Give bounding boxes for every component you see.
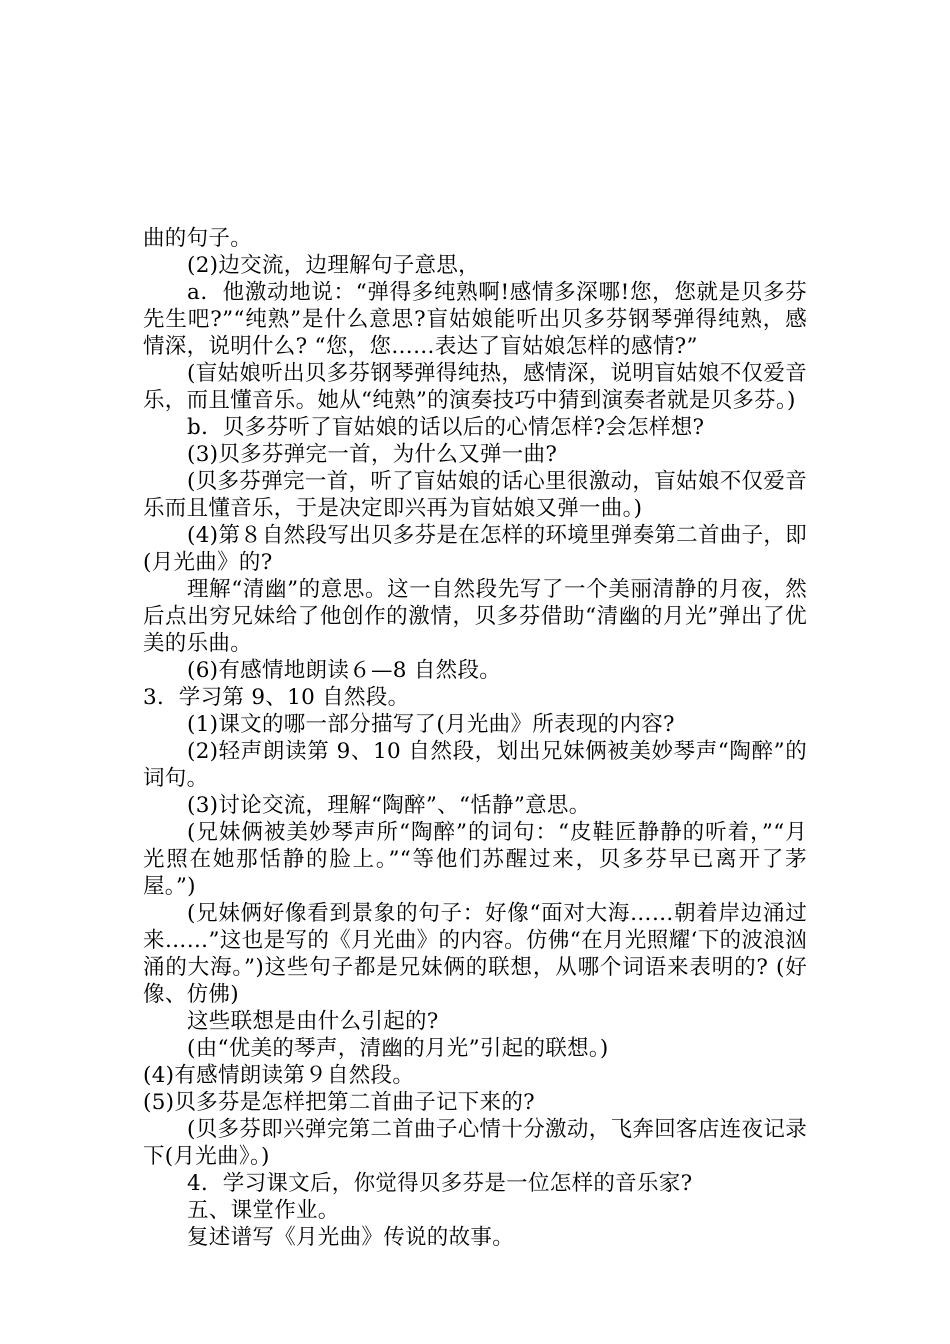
paragraph: 理解“清幽”的意思。这一自然段先写了一个美丽清静的月夜，然后点出穷兄妹给了他创作的激情，贝多芬借助“清幽的月光”弹出了优美的乐曲。 <box>143 577 807 656</box>
paragraph: a．他激动地说：“弹得多纯熟啊!感情多深哪!您，您就是贝多芬先生吧?”“纯熟”是什么意思?盲姑娘能听出贝多芬钢琴弹得纯熟，感情深，说明什么? “您，您……表达了盲姑娘怎样的感情?” <box>143 280 807 359</box>
paragraph: (由“优美的琴声，清幽的月光”引起的联想。) <box>187 1036 609 1061</box>
section-heading: 3．学习第 9、10 自然段。 <box>143 685 410 710</box>
paragraph: (盲姑娘听出贝多芬钢琴弹得纯热，感情深，说明盲姑娘不仅爱音乐，而且懂音乐。她从“纯熟”的演奏技巧中猜到演奏者就是贝多芬。) <box>143 361 807 413</box>
paragraph: (6)有感情地朗读６—8 自然段。 <box>187 658 502 683</box>
paragraph: (2)轻声朗读第 9、10 自然段，划出兄妹俩被美妙琴声“陶醉”的词句。 <box>143 739 807 791</box>
section-heading: 五、课堂作业。 <box>187 1198 340 1223</box>
paragraph: b．贝多芬听了盲姑娘的话以后的心情怎样?会怎样想? <box>187 415 705 440</box>
paragraph: 这些联想是由什么引起的? <box>187 1009 439 1034</box>
paragraph: (4)有感情朗读第９自然段。 <box>143 1063 415 1088</box>
paragraph: (贝多芬即兴弹完第二首曲子心情十分激动，飞奔回客店连夜记录下(月光曲》。) <box>143 1117 807 1169</box>
paragraph: 4．学习课文后，你觉得贝多芬是一位怎样的音乐家? <box>187 1171 693 1196</box>
paragraph: (兄妹俩被美妙琴声所“陶醉”的词句：“皮鞋匠静静的听着，”“月光照在她那恬静的脸上。”“等他们苏醒过来，贝多芬早已离开了茅屋。”) <box>143 820 807 899</box>
paragraph: (兄妹俩好像看到景象的句子：好像“面对大海……朝着岸边涌过来……”这也是写的《月光曲》的内容。仿佛“在月光照耀‘下的波浪汹涌的大海。”)这些句子都是兄妹俩的联想，从哪个词语来表明的? (好像、仿佛) <box>143 901 807 1007</box>
paragraph: (5)贝多芬是怎样把第二首曲子记下来的? <box>143 1090 535 1115</box>
paragraph: 曲的句子。 <box>143 226 253 251</box>
paragraph: (2)边交流，边理解句子意思， <box>187 253 480 278</box>
paragraph: (3)贝多芬弹完一首，为什么又弹一曲? <box>187 442 558 467</box>
paragraph: (4)第８自然段写出贝多芬是在怎样的环境里弹奏第二首曲子，即(月光曲》的? <box>143 523 807 575</box>
paragraph: (贝多芬弹完一首，听了盲姑娘的话心里很激动，盲姑娘不仅爱音乐而且懂音乐，于是决定即兴再为盲姑娘又弹一曲。) <box>143 469 807 521</box>
paragraph: (1)课文的哪一部分描写了(月光曲》所表现的内容? <box>187 712 675 737</box>
document-body <box>143 225 807 1251</box>
paragraph: (3)讨论交流，理解“陶醉”、“恬静”意思。 <box>187 793 591 818</box>
paragraph: 复述谱写《月光曲》传说的故事。 <box>187 1225 515 1250</box>
